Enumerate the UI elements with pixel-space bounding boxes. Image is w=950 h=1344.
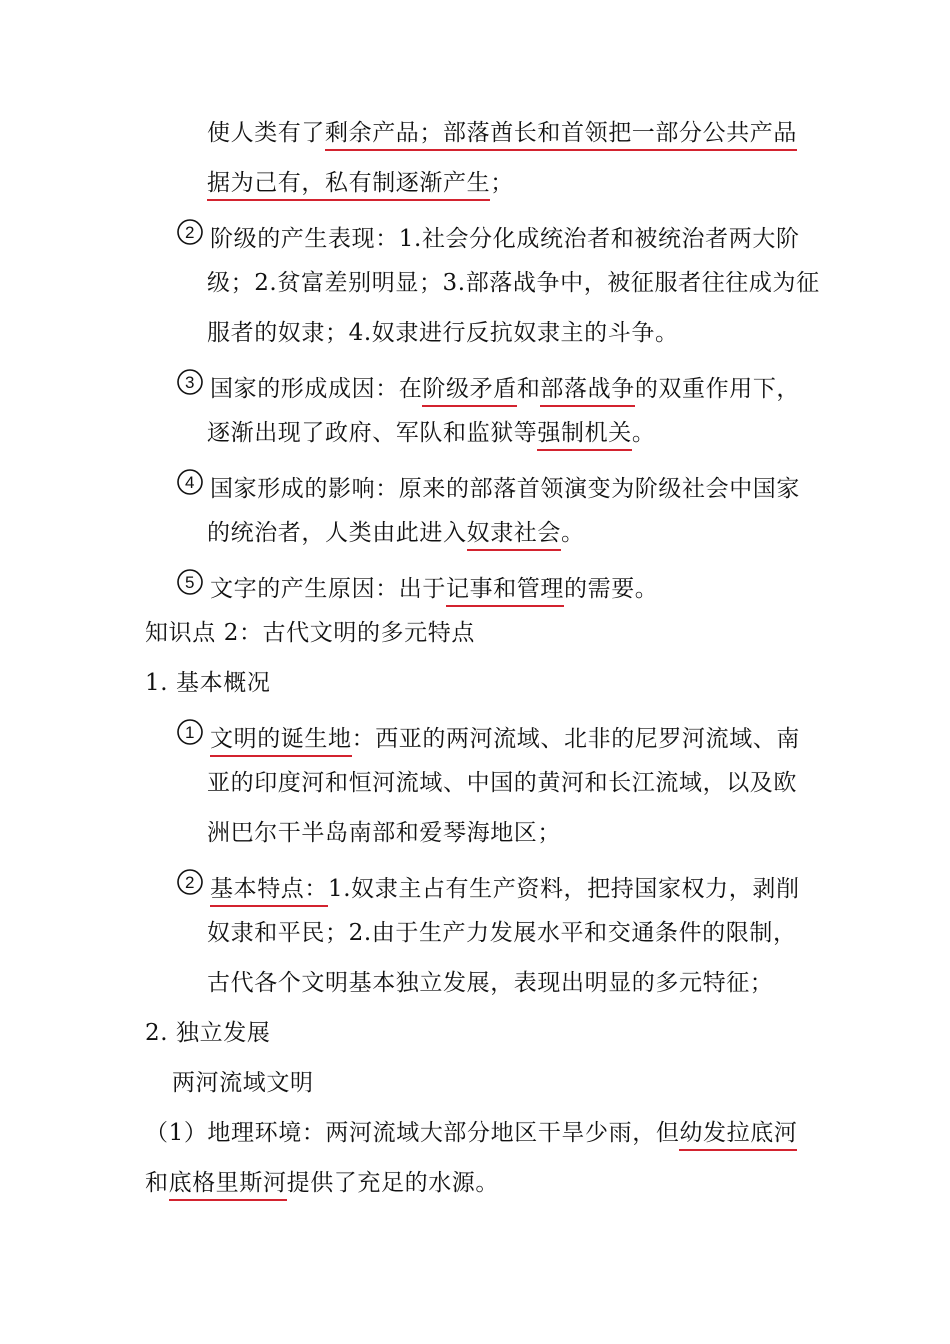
underlined-text: 基本特点：	[210, 876, 328, 907]
para-features-line2: 奴隶和平民；2.由于生产力发展水平和交通条件的限制，	[207, 920, 797, 946]
para-surplus-line2: 据为己有，私有制逐渐产生；	[207, 168, 514, 198]
svg-text:1: 1	[184, 723, 196, 742]
para-state-cause-line2: 逐渐出现了政府、军队和监狱等强制机关。	[207, 418, 655, 448]
underlined-text: 幼发拉底河	[679, 1120, 797, 1151]
para-writing-line1: 5 文字的产生原因：出于记事和管理的需要。	[176, 568, 658, 604]
svg-text:2: 2	[184, 223, 196, 242]
para-state-impact-line2: 的统治者，人类由此进入奴隶社会。	[207, 518, 585, 548]
underlined-text: 文明的诞生地	[210, 726, 352, 757]
underlined-text: 阶级矛盾	[422, 376, 516, 407]
para-features-line1: 2 基本特点：1.奴隶主占有生产资料，把持国家权力，剥削	[176, 868, 800, 904]
subsection-title-independent: 2. 独立发展	[145, 1020, 271, 1046]
para-geography-line2: 和底格里斯河提供了充足的水源。	[145, 1168, 499, 1198]
section-heading-kp2: 知识点 2：古代文明的多元特点	[145, 620, 475, 646]
underlined-text: 强制机关	[537, 420, 631, 451]
subsection-title-overview: 1. 基本概况	[145, 670, 271, 696]
underlined-text: 奴隶社会	[467, 520, 561, 551]
para-birthplace-line3: 洲巴尔干半岛南部和爱琴海地区；	[207, 820, 561, 846]
para-state-impact-line1: 4 国家形成的影响：原来的部落首领演变为阶级社会中国家	[176, 468, 800, 504]
para-birthplace-line2: 亚的印度河和恒河流域、中国的黄河和长江流域，以及欧	[207, 770, 797, 796]
circled-number-icon	[176, 568, 204, 596]
svg-text:5: 5	[184, 573, 196, 592]
para-geography-line1: （1）地理环境：两河流域大部分地区干旱少雨，但幼发拉底河	[145, 1118, 797, 1148]
para-class-line2: 级；2.贫富差别明显；3.部落战争中，被征服者往往成为征	[207, 270, 820, 296]
circled-number-icon	[176, 218, 204, 246]
svg-text:2: 2	[184, 873, 196, 892]
underlined-text: 据为己有，私有制逐渐产生	[207, 170, 490, 201]
underlined-text: 记事和管理	[446, 576, 564, 607]
underlined-text: 底格里斯河	[169, 1170, 287, 1201]
underlined-text: 部落战争	[540, 376, 634, 407]
para-birthplace-line1: 1 文明的诞生地：西亚的两河流域、北非的尼罗河流域、南	[176, 718, 800, 754]
circled-number-icon	[176, 468, 204, 496]
para-surplus-line1: 使人类有了剩余产品；部落酋长和首领把一部分公共产品	[207, 118, 797, 148]
para-class-line3: 服者的奴隶；4.奴隶进行反抗奴隶主的斗争。	[207, 320, 679, 346]
para-features-line3: 古代各个文明基本独立发展，表现出明显的多元特征；	[207, 970, 774, 996]
underlined-text: 剩余产品；部落酋长和首领把一部分公共产品	[325, 120, 797, 151]
circled-number-icon	[176, 868, 204, 896]
svg-text:3: 3	[184, 373, 196, 392]
civilization-heading: 两河流域文明	[172, 1070, 314, 1096]
svg-text:4: 4	[184, 473, 196, 492]
circled-number-icon	[176, 368, 204, 396]
circled-number-icon	[176, 718, 204, 746]
para-state-cause-line1: 3 国家的形成成因：在阶级矛盾和部落战争的双重作用下，	[176, 368, 800, 404]
para-class-line1: 2 阶级的产生表现：1.社会分化成统治者和被统治者两大阶	[176, 218, 800, 254]
